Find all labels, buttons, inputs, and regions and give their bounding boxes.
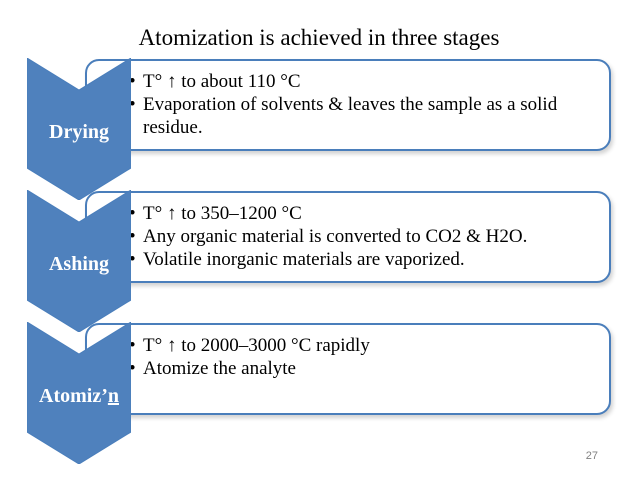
stage-atomization-bullets xyxy=(129,334,595,380)
stage-ashing-bullets xyxy=(129,202,595,271)
stage-atomization-bullet-2: • Atomize the analyte xyxy=(129,357,595,380)
stage-ashing-bullet-3: • Volatile inorganic materials are vaporized. xyxy=(129,248,595,271)
stage-drying-bullet-1: • T° ↑ to about 110 °C xyxy=(129,70,595,93)
stage-drying-box xyxy=(85,59,611,151)
stage-drying-bullets xyxy=(129,70,595,139)
stage-ashing-label: Ashing xyxy=(48,253,110,275)
stage-ashing-box xyxy=(85,191,611,283)
stage-ashing-bullet-1: • T° ↑ to 350–1200 °C xyxy=(129,202,595,225)
stage-drying-bullet-2: • Evaporation of solvents & leaves the sample as a solid residue. xyxy=(129,93,595,139)
stage-atomization-bullet-1: • T° ↑ to 2000–3000 °C rapidly xyxy=(129,334,595,357)
stage-atomization-label-main: Atomiz’ xyxy=(39,385,108,407)
stage-atomization-box xyxy=(85,323,611,415)
stage-drying-label: Drying xyxy=(49,121,109,143)
slide-title: Atomization is achieved in three stages xyxy=(138,25,500,50)
page-number: 27 xyxy=(585,450,598,462)
stage-atomization-label-suffix: n xyxy=(107,385,119,407)
stage-ashing-bullet-2: • Any organic material is converted to CO2 & H2O. xyxy=(129,225,595,248)
stage-atomization-label xyxy=(27,384,131,408)
